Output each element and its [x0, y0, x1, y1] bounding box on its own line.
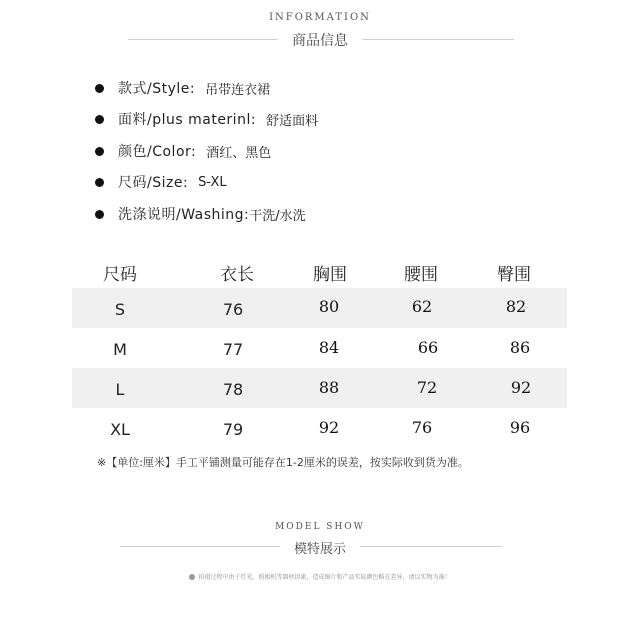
- info-item-style: [95, 78, 270, 98]
- info-label: 颜色/Color:: [118, 144, 197, 160]
- table-header-bust: 胸围: [313, 265, 347, 285]
- info-value: S-XL: [198, 174, 227, 190]
- info-value: 干洗/水洗: [249, 208, 306, 224]
- bullet-icon: [95, 147, 104, 156]
- bullet-icon: [95, 115, 104, 124]
- divider-right: [360, 546, 502, 547]
- table-cell-waist: 66: [417, 338, 439, 357]
- table-header-length: 衣长: [220, 265, 254, 285]
- info-label: 尺码/Size:: [118, 175, 189, 191]
- info-item-washing: [95, 204, 306, 224]
- table-cell-length: 78: [222, 380, 244, 399]
- info-item-color: [95, 141, 271, 161]
- measurement-note: ※【单位:厘米】手工平铺测量可能存在1-2厘米的误差，按实际收到货为准。: [97, 456, 469, 469]
- table-header-hip: 臀围: [497, 265, 531, 285]
- table-cell-waist: 72: [416, 378, 438, 397]
- info-label: 面料/plus materinl:: [118, 112, 257, 128]
- info-label: 款式/Style:: [118, 81, 196, 97]
- table-cell-bust: 84: [318, 338, 340, 357]
- model-show-title-zh: 模特展示: [293, 542, 346, 557]
- divider-right: [362, 39, 514, 40]
- table-cell-bust: 88: [318, 378, 340, 397]
- information-title-en: INFORMATION: [269, 12, 371, 23]
- model-show-title-en: MODEL SHOW: [275, 522, 365, 532]
- table-cell-size: XL: [110, 420, 130, 439]
- table-cell-waist: 62: [411, 297, 433, 316]
- info-item-material: [95, 109, 318, 129]
- table-cell-size: L: [115, 380, 125, 399]
- table-cell-length: 77: [222, 340, 244, 359]
- disclaimer: [0, 572, 640, 581]
- table-cell-size: S: [114, 300, 126, 319]
- info-icon: [189, 574, 195, 580]
- table-header-waist: 腰围: [404, 265, 438, 285]
- information-title-zh: 商品信息: [292, 33, 348, 49]
- bullet-icon: [95, 84, 104, 93]
- bullet-icon: [95, 178, 104, 187]
- table-cell-hip: 92: [510, 378, 532, 397]
- table-cell-hip: 82: [505, 297, 527, 316]
- table-cell-bust: 80: [318, 297, 340, 316]
- info-item-size: [95, 172, 227, 192]
- info-value: 酒红、黑色: [206, 145, 272, 161]
- table-cell-length: 79: [222, 420, 244, 439]
- bullet-icon: [95, 210, 104, 219]
- table-cell-waist: 76: [411, 418, 433, 437]
- info-label: 洗涤说明/Washing:: [118, 207, 250, 223]
- table-cell-size: M: [113, 340, 127, 359]
- table-cell-hip: 86: [509, 338, 531, 357]
- table-header-size: 尺码: [103, 265, 137, 285]
- info-value: 吊带连衣裙: [205, 82, 271, 98]
- table-cell-bust: 92: [318, 418, 340, 437]
- table-cell-hip: 96: [509, 418, 531, 437]
- table-cell-length: 76: [222, 300, 244, 319]
- disclaimer-text: 拍摄过程中由于灯光、照相机等器材因素，造成图片和产品实际颜色略在差异，请以实物为准！: [198, 574, 451, 581]
- info-value: 舒适面料: [266, 113, 319, 129]
